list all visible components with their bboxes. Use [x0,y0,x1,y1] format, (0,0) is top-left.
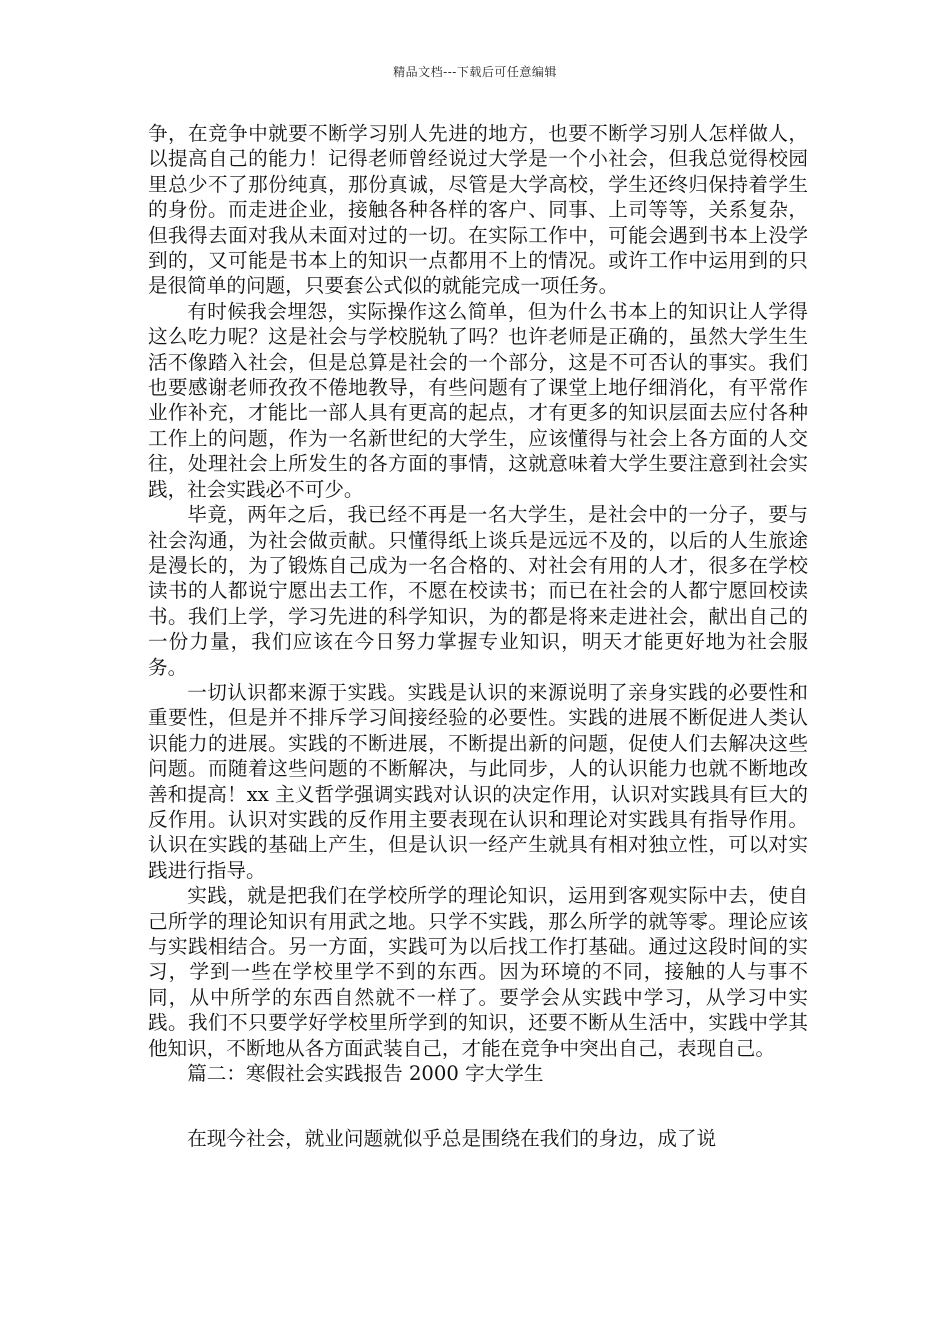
closing-paragraph: 在现今社会，就业问题就似乎总是围绕在我们的身边，成了说 [187,1127,717,1151]
paragraph-5: 实践，就是把我们在学校所学的理论知识，运用到客观实际中去，使自己所学的理论知识有用武之地。只学不实践，那么所学的就等零。理论应该与实践相结合。另一方面，实践可为以后找工作打基础。通过这段时间的实习，学到一些在学校里学不到的东西。因为环境的不同，接触的人与事不同，从中所学的东西自然就不一样了。要学会从实践中学习，从学习中实践。我们不只要学好学校里所学到的知识，还要不断从生活中，实践中学其他知识，不断地从各方面武装自己，才能在竞争中突出自己，表现自己。 [148,884,808,1060]
section-heading: 篇二：寒假社会实践报告 2000 字大学生 [187,1062,544,1086]
paragraph-2: 有时候我会埋怨，实际操作这么简单，但为什么书本上的知识让人学得这么吃力呢？这是社会与学校脱轨了吗？也许老师是正确的，虽然大学生生活不像踏入社会，但是总算是社会的一个部分，这是不可否认的事实。我们也要感谢老师孜孜不倦地教导，有些问题有了课堂上地仔细消化，有平常作业作补充，才能比一部人具有更高的起点，才有更多的知识层面去应付各种工作上的问题，作为一名新世纪的大学生，应该懂得与社会上各方面的人交往，处理社会上所发生的各方面的事情，这就意味着大学生要注意到社会实践，社会实践必不可少。 [148,299,808,501]
paragraph-1: 争，在竞争中就要不断学习别人先进的地方，也要不断学习别人怎样做人，以提高自己的能力！记得老师曾经说过大学是一个小社会，但我总觉得校园里总少不了那份纯真，那份真诚，尽管是大学高校，学生还终归保持着学生的身份。而走进企业，接触各种各样的客户、同事、上司等等，关系复杂，但我得去面对我从未面对过的一切。在实际工作中，可能会遇到书本上没学到的，又可能是书本上的知识一点都用不上的情况。或许工作中运用到的只是很简单的问题，只要套公式似的就能完成一项任务。 [148,122,808,298]
page-header: 精品文档---下载后可任意编辑 [393,65,557,79]
paragraph-4: 一切认识都来源于实践。实践是认识的来源说明了亲身实践的必要性和重要性，但是并不排斥学习间接经验的必要性。实践的进展不断促进人类认识能力的进展。实践的不断进展，不断提出新的问题，促使人们去解决这些问题。而随着这些问题的不断解决，与此同步，人的认识能力也就不断地改善和提高！xx 主义哲学强调实践对认识的决定作用，认识对实践具有巨大的反作用。认识对实践的反作用主要表现在认识和理论对实践具有指导作用。认识在实践的基础上产生，但是认识一经产生就具有相对独立性，可以对实践进行指导。 [148,680,808,882]
paragraph-3: 毕竟，两年之后，我已经不再是一名大学生，是社会中的一分子，要与社会沟通，为社会做贡献。只懂得纸上谈兵是远远不及的，以后的人生旅途是漫长的，为了锻炼自己成为一名合格的、对社会有用的人才，很多在学校读书的人都说宁愿出去工作，不愿在校读书；而已在社会的人都宁愿回校读书。我们上学，学习先进的科学知识，为的都是将来走进社会，献出自己的一份力量，我们应该在今日努力掌握专业知识，明天才能更好地为社会服务。 [148,503,808,679]
document-body [148,121,808,1152]
section-spacer [148,1086,808,1126]
